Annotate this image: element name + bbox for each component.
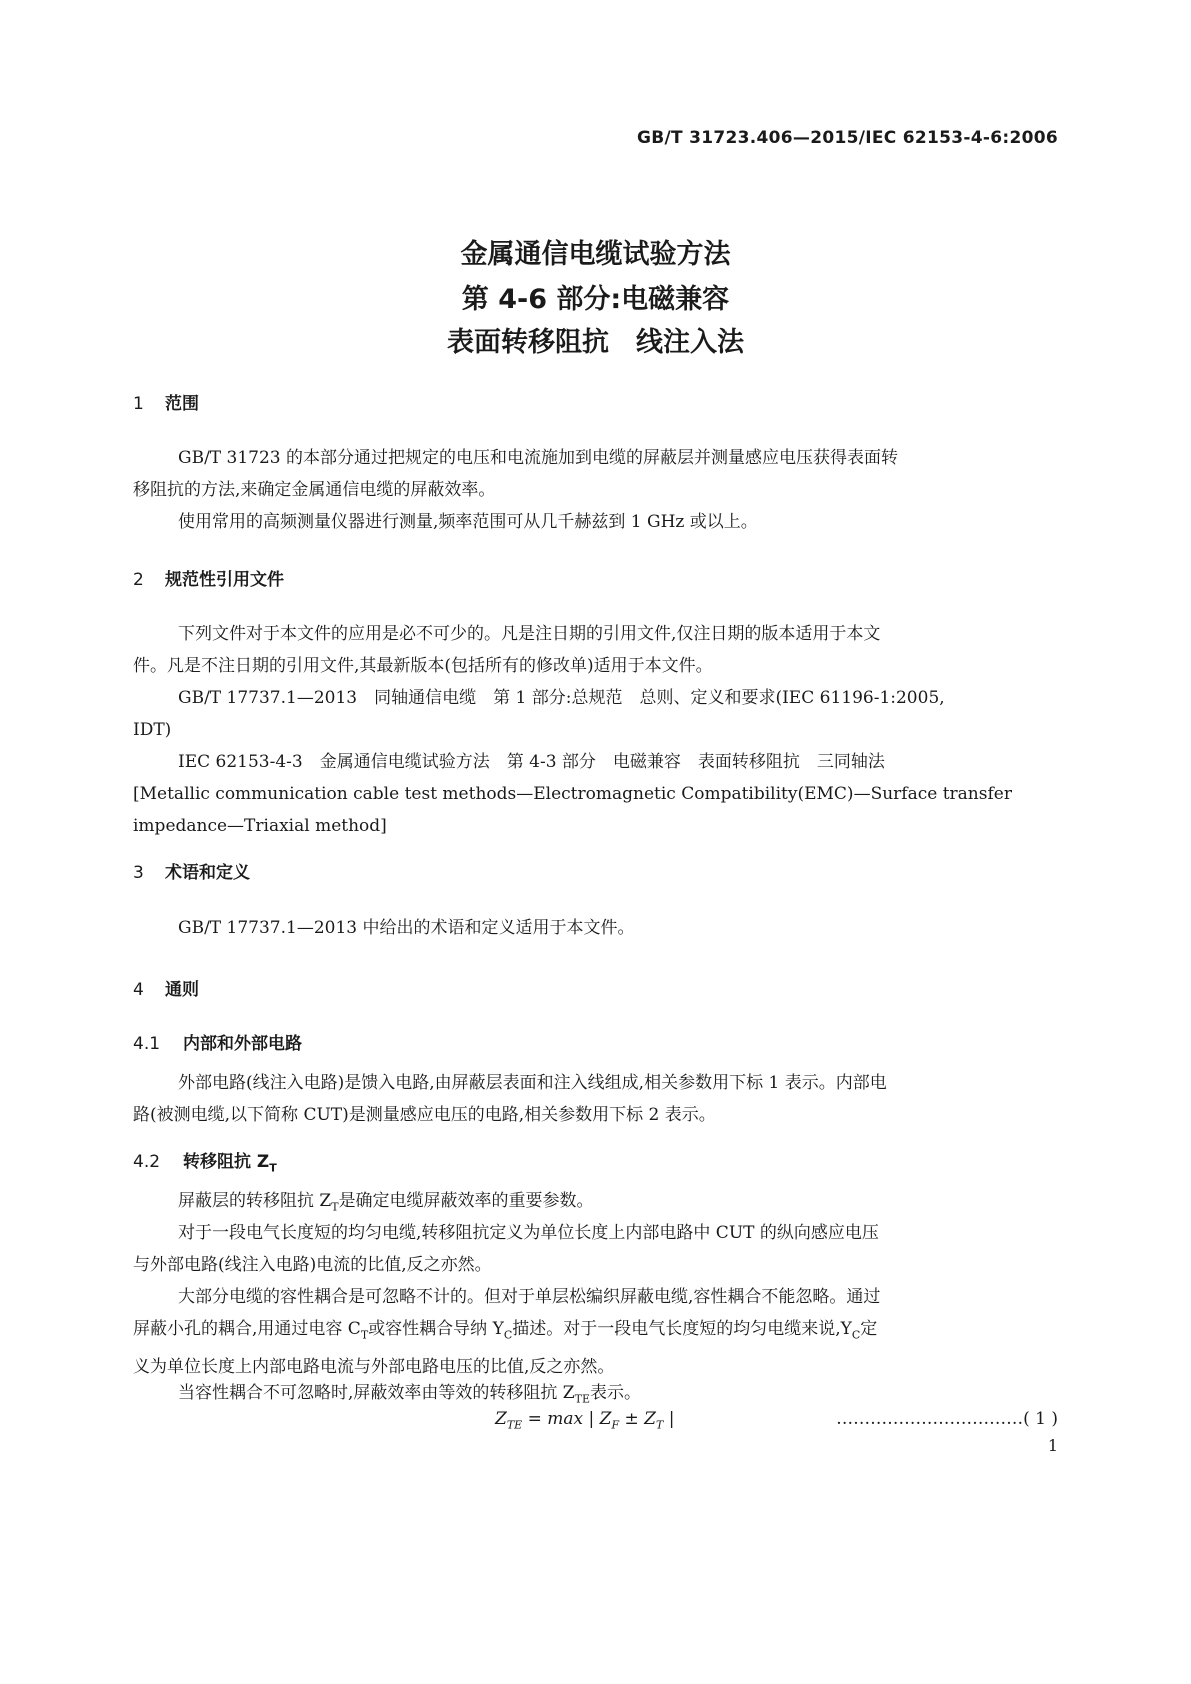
text-line: 外部电路(线注入电路)是馈入电路,由屏蔽层表面和注入线组成,相关参数用下标 1 表示。内部电 [178, 1073, 887, 1093]
text-line: [Metallic communication cable test methods—Electromagnetic Compatibility(EMC)—Surface transfer [133, 784, 1012, 804]
equation-label: ……………………………( 1 ) [836, 1409, 1058, 1429]
normative-reference-1 [133, 682, 1058, 746]
text-run: 或容性耦合导纳 Y [368, 1319, 504, 1339]
section-4-1-paragraph-1 [133, 1067, 1058, 1131]
text-line: GB/T 17737.1—2013 中给出的术语和定义适用于本文件。 [178, 918, 635, 938]
eq-text: | [663, 1409, 675, 1429]
text-line: 下列文件对于本文件的应用是必不可少的。凡是注日期的引用文件,仅注日期的版本适用于本文 [178, 624, 881, 644]
section-4-2-paragraph-2 [133, 1217, 1058, 1281]
eq-symbol: Z [495, 1409, 507, 1429]
text-run: 定 [860, 1319, 878, 1339]
subscript: TE [506, 1418, 523, 1432]
text-run: 屏蔽小孔的耦合,用通过电容 C [133, 1319, 361, 1339]
title-line-3: 表面转移阻抗 线注入法 [447, 327, 744, 358]
section-4-heading [133, 975, 199, 1000]
section-2-paragraph-1 [133, 618, 1058, 682]
subscript: T [331, 1200, 339, 1214]
section-title: 规范性引用文件 [165, 570, 284, 590]
subscript: T [360, 1328, 369, 1342]
text-run: 表示。 [590, 1383, 641, 1403]
text-line: GB/T 17737.1—2013 同轴通信电缆 第 1 部分:总规范 总则、定义和要求(IEC 61196-1:2005, [178, 688, 945, 708]
text-line: 路(被测电缆,以下简称 CUT)是测量感应电压的电路,相关参数用下标 2 表示。 [133, 1105, 716, 1125]
section-number: 4 [133, 980, 144, 1000]
section-4-2-paragraph-3 [133, 1281, 1058, 1383]
title-line-2: 第 4-6 部分:电磁兼容 [461, 284, 730, 315]
normative-reference-2 [133, 746, 1058, 842]
text-line: IEC 62153-4-3 金属通信电缆试验方法 第 4-3 部分 电磁兼容 表面转移阻抗 三同轴法 [178, 752, 885, 772]
text-line: 义为单位长度上内部电路电流与外部电路电压的比值,反之亦然。 [133, 1357, 615, 1378]
subscript: T [655, 1418, 664, 1432]
section-4-2-heading [133, 1147, 277, 1174]
subscript: C [503, 1328, 513, 1342]
eq-text: ± Z [619, 1409, 656, 1429]
subscript: TE [574, 1392, 590, 1406]
section-title: 术语和定义 [165, 863, 250, 883]
section-1-paragraph-1 [133, 442, 1058, 506]
text-run: 屏蔽层的转移阻抗 Z [178, 1191, 332, 1211]
text-line: 件。凡是不注日期的引用文件,其最新版本(包括所有的修改单)适用于本文件。 [133, 656, 713, 676]
section-number: 2 [133, 570, 144, 590]
section-number: 1 [133, 394, 144, 414]
section-title: 范围 [165, 394, 199, 414]
text-line: 移阻抗的方法,来确定金属通信电缆的屏蔽效率。 [133, 480, 496, 500]
text-line [133, 1313, 1058, 1351]
section-title: 内部和外部电路 [183, 1034, 302, 1054]
text-run: 当容性耦合不可忽略时,屏蔽效率由等效的转移阻抗 Z [178, 1383, 575, 1403]
subscript: T [269, 1161, 277, 1175]
title-line-1: 金属通信电缆试验方法 [460, 239, 731, 270]
section-1-heading [133, 389, 199, 414]
text-line: 大部分电缆的容性耦合是可忽略不计的。但对于单层松编织屏蔽电缆,容性耦合不能忽略。通过 [178, 1287, 881, 1307]
eq-text: = max | Z [522, 1409, 612, 1429]
standard-id: GB/T 31723.406—2015/IEC 62153-4-6:2006 [636, 128, 1058, 148]
text-line: impedance—Triaxial method] [133, 816, 387, 836]
text-run: 是确定电缆屏蔽效率的重要参数。 [338, 1191, 594, 1211]
section-1-paragraph-2 [133, 506, 1058, 538]
section-number: 4.2 [133, 1152, 161, 1172]
text-line: GB/T 31723 的本部分通过把规定的电压和电流施加到电缆的屏蔽层并测量感应电压获得表面转 [178, 448, 899, 468]
section-title: 转移阻抗 Z [183, 1152, 270, 1172]
section-3-heading [133, 858, 250, 883]
subscript: F [611, 1418, 620, 1432]
subscript: C [851, 1328, 861, 1342]
text-line: 与外部电路(线注入电路)电流的比值,反之亦然。 [133, 1255, 492, 1275]
text-run: 描述。对于一段电气长度短的均匀电缆来说,Y [512, 1319, 852, 1339]
section-2-heading [133, 565, 284, 590]
text-line: 使用常用的高频测量仪器进行测量,频率范围可从几千赫兹到 1 GHz 或以上。 [178, 512, 758, 532]
section-title: 通则 [165, 980, 199, 1000]
section-3-paragraph-1 [133, 912, 1058, 944]
text-line: IDT) [133, 720, 172, 740]
text-line: 对于一段电气长度短的均匀电缆,转移阻抗定义为单位长度上内部电路中 CUT 的纵向感应电压 [178, 1223, 879, 1243]
section-number: 4.1 [133, 1034, 161, 1054]
section-number: 3 [133, 863, 144, 883]
equation-1 [495, 1409, 674, 1431]
section-4-1-heading [133, 1029, 302, 1054]
page-number: 1 [1047, 1436, 1058, 1455]
